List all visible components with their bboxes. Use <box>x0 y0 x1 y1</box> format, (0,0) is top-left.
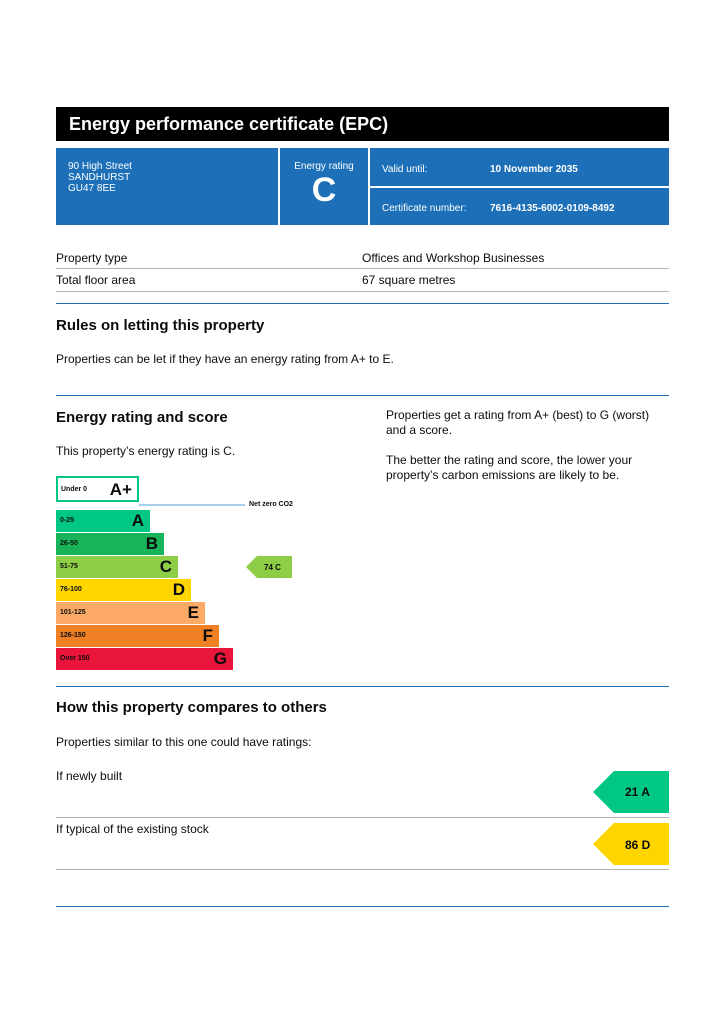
energy-rating-box <box>280 148 368 225</box>
band-aplus <box>56 476 139 502</box>
band-range: 0-25 <box>60 517 75 524</box>
energy-rating-label: Energy rating <box>294 161 354 172</box>
band-range: 101-125 <box>60 609 86 616</box>
band-g <box>56 648 233 670</box>
net-zero-label: Net zero CO2 <box>249 501 293 508</box>
compare-intro: Properties similar to this one could have ratings: <box>56 735 312 749</box>
band-range: Under 0 <box>61 486 88 493</box>
address-box <box>56 148 278 225</box>
band-letter: F <box>202 626 213 645</box>
band-letter: C <box>159 557 172 576</box>
address-line-3: GU47 8EE <box>68 183 116 194</box>
band-range: 26-50 <box>60 540 78 547</box>
divider <box>56 817 669 818</box>
section-divider <box>56 395 669 396</box>
band-letter: B <box>145 534 158 553</box>
energy-rating-intro: This property’s energy rating is C. <box>56 444 236 458</box>
section-divider <box>56 303 669 304</box>
valid-until-value: 10 November 2035 <box>490 164 578 175</box>
rating-explanation-1: Properties get a rating from A+ (best) to G (worst) and a score. <box>386 408 650 437</box>
band-letter: G <box>213 649 227 668</box>
band-range: 76-100 <box>60 586 82 593</box>
band-e <box>56 602 205 624</box>
band-c <box>56 556 178 578</box>
band-letter: E <box>187 603 199 622</box>
band-d <box>56 579 191 601</box>
certificate-number-label: Certificate number: <box>382 203 467 214</box>
property-type-value: Offices and Workshop Businesses <box>362 251 545 265</box>
address-line-1: 90 High Street <box>68 161 132 172</box>
letting-text: Properties can be let if they have an energy rating from A+ to E. <box>56 352 394 366</box>
newly-built-label: If newly built <box>56 769 123 783</box>
valid-until-box <box>370 148 669 186</box>
certificate-number-box <box>370 188 669 225</box>
divider <box>56 291 669 292</box>
page-title: Energy performance certificate (EPC) <box>56 107 669 141</box>
net-zero-line <box>139 504 245 506</box>
current-rating-score: 74 C <box>264 563 281 572</box>
floor-area-value: 67 square metres <box>362 273 456 287</box>
newly-built-score: 21 A <box>625 785 650 799</box>
energy-rating-letter: C <box>311 171 337 209</box>
band-range: 126-150 <box>60 632 86 639</box>
certificate-number-value: 7616-4135-6002-0109-8492 <box>490 203 615 214</box>
existing-stock-score: 86 D <box>625 838 651 852</box>
divider <box>56 268 669 269</box>
divider <box>56 869 669 870</box>
existing-stock-label: If typical of the existing stock <box>56 822 209 836</box>
floor-area-label: Total floor area <box>56 273 136 287</box>
band-range: 51-75 <box>60 563 78 570</box>
band-b <box>56 533 164 555</box>
energy-rating-heading: Energy rating and score <box>56 409 228 426</box>
letting-heading: Rules on letting this property <box>56 317 265 334</box>
band-letter: A <box>131 511 144 530</box>
section-divider <box>56 906 669 907</box>
valid-until-label: Valid until: <box>382 164 428 175</box>
band-a <box>56 510 150 532</box>
section-divider <box>56 686 669 687</box>
rating-explanation-2: The better the rating and score, the lower your property’s carbon emissions are likely to be. <box>386 453 633 482</box>
compare-heading: How this property compares to others <box>56 699 327 716</box>
band-f <box>56 625 219 647</box>
band-letter: D <box>172 580 185 599</box>
band-letter: A+ <box>109 480 132 499</box>
address-line-2: SANDHURST <box>68 172 131 183</box>
band-range: Over 150 <box>60 655 90 662</box>
property-type-label: Property type <box>56 251 128 265</box>
